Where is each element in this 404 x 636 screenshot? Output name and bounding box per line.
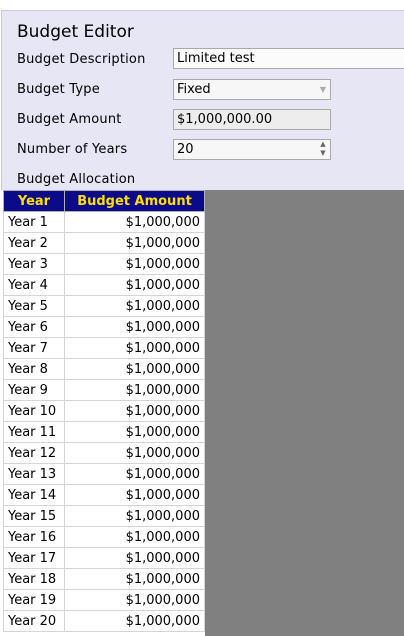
budget-amount-cell[interactable]: $1,000,000 xyxy=(65,275,205,296)
year-cell[interactable]: Year 8 xyxy=(4,359,65,380)
table-row[interactable] xyxy=(4,296,205,317)
year-cell[interactable]: Year 5 xyxy=(4,296,65,317)
budget-amount-cell[interactable]: $1,000,000 xyxy=(65,380,205,401)
table-row[interactable] xyxy=(4,233,205,254)
year-cell[interactable]: Year 11 xyxy=(4,422,65,443)
column-header-year[interactable]: Year xyxy=(4,191,65,212)
table-row[interactable] xyxy=(4,464,205,485)
table-row[interactable] xyxy=(4,485,205,506)
table-row[interactable] xyxy=(4,212,205,233)
year-cell[interactable]: Year 14 xyxy=(4,485,65,506)
budget-amount-cell[interactable]: $1,000,000 xyxy=(65,401,205,422)
year-cell[interactable]: Year 18 xyxy=(4,569,65,590)
budget-type-value: Fixed xyxy=(177,82,211,97)
table-row[interactable] xyxy=(4,548,205,569)
number-of-years-label: Number of Years xyxy=(17,142,128,157)
table-row[interactable] xyxy=(4,254,205,275)
year-cell[interactable]: Year 13 xyxy=(4,464,65,485)
year-cell[interactable]: Year 15 xyxy=(4,506,65,527)
table-row[interactable] xyxy=(4,359,205,380)
year-cell[interactable]: Year 6 xyxy=(4,317,65,338)
column-header-budget-amount[interactable]: Budget Amount xyxy=(65,191,205,212)
year-cell[interactable]: Year 4 xyxy=(4,275,65,296)
budget-type-select[interactable] xyxy=(173,79,331,100)
year-cell[interactable]: Year 16 xyxy=(4,527,65,548)
year-cell[interactable]: Year 12 xyxy=(4,443,65,464)
page-title: Budget Editor xyxy=(17,22,134,42)
table-row[interactable] xyxy=(4,338,205,359)
table-row[interactable] xyxy=(4,275,205,296)
budget-amount-cell[interactable]: $1,000,000 xyxy=(65,233,205,254)
budget-amount-cell[interactable]: $1,000,000 xyxy=(65,338,205,359)
budget-amount-cell[interactable]: $1,000,000 xyxy=(65,359,205,380)
year-cell[interactable]: Year 20 xyxy=(4,611,65,632)
budget-amount-cell[interactable]: $1,000,000 xyxy=(65,611,205,632)
table-row[interactable] xyxy=(4,527,205,548)
year-cell[interactable]: Year 19 xyxy=(4,590,65,611)
budget-amount-cell[interactable]: $1,000,000 xyxy=(65,590,205,611)
table-row[interactable] xyxy=(4,611,205,632)
budget-type-label: Budget Type xyxy=(17,82,100,97)
budget-amount-cell[interactable]: $1,000,000 xyxy=(65,296,205,317)
table-row[interactable] xyxy=(4,443,205,464)
table-row[interactable] xyxy=(4,422,205,443)
year-cell[interactable]: Year 2 xyxy=(4,233,65,254)
table-row[interactable] xyxy=(4,569,205,590)
table-row[interactable] xyxy=(4,506,205,527)
budget-amount-cell[interactable]: $1,000,000 xyxy=(65,569,205,590)
table-row[interactable] xyxy=(4,401,205,422)
number-of-years-stepper[interactable] xyxy=(173,139,331,160)
budget-amount-cell[interactable]: $1,000,000 xyxy=(65,443,205,464)
budget-description-field[interactable]: Limited test xyxy=(173,48,404,69)
table-row[interactable] xyxy=(4,590,205,611)
budget-allocation-label: Budget Allocation xyxy=(17,172,136,187)
budget-amount-cell[interactable]: $1,000,000 xyxy=(65,506,205,527)
budget-amount-cell[interactable]: $1,000,000 xyxy=(65,317,205,338)
number-of-years-value: 20 xyxy=(177,142,194,157)
spinner-arrows-icon[interactable]: ▲ ▼ xyxy=(320,140,326,157)
budget-amount-cell[interactable]: $1,000,000 xyxy=(65,527,205,548)
budget-amount-field[interactable]: $1,000,000.00 xyxy=(173,109,331,130)
table-row[interactable] xyxy=(4,380,205,401)
budget-amount-label: Budget Amount xyxy=(17,112,122,127)
year-cell[interactable]: Year 17 xyxy=(4,548,65,569)
budget-amount-cell[interactable]: $1,000,000 xyxy=(65,212,205,233)
year-cell[interactable]: Year 1 xyxy=(4,212,65,233)
year-cell[interactable]: Year 3 xyxy=(4,254,65,275)
budget-allocation-table xyxy=(3,190,205,632)
table-row[interactable] xyxy=(4,317,205,338)
budget-amount-cell[interactable]: $1,000,000 xyxy=(65,485,205,506)
budget-amount-cell[interactable]: $1,000,000 xyxy=(65,548,205,569)
year-cell[interactable]: Year 7 xyxy=(4,338,65,359)
budget-amount-cell[interactable]: $1,000,000 xyxy=(65,422,205,443)
year-cell[interactable]: Year 9 xyxy=(4,380,65,401)
budget-amount-cell[interactable]: $1,000,000 xyxy=(65,254,205,275)
budget-amount-cell[interactable]: $1,000,000 xyxy=(65,464,205,485)
chevron-down-icon[interactable]: ▼ xyxy=(319,85,326,94)
empty-grid-area xyxy=(205,190,404,636)
year-cell[interactable]: Year 10 xyxy=(4,401,65,422)
budget-description-label: Budget Description xyxy=(17,52,146,67)
table-header-row xyxy=(4,191,205,212)
